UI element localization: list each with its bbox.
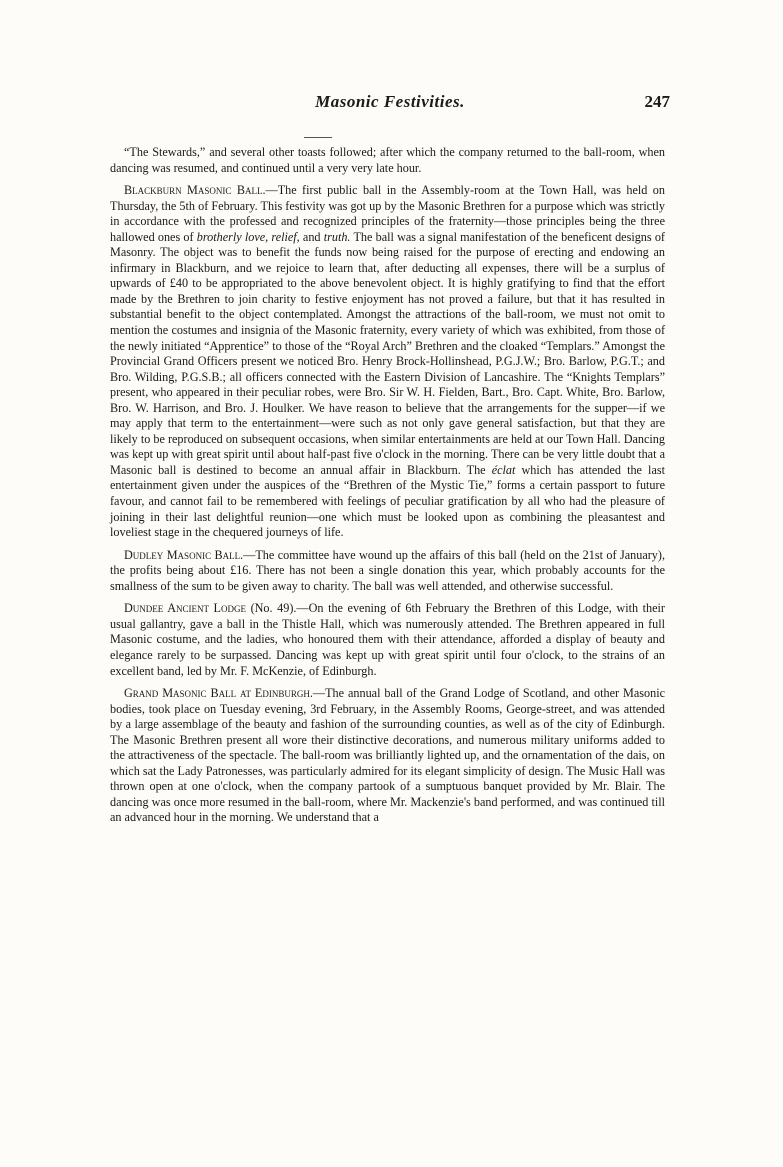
running-head (110, 92, 670, 118)
italic-text: truth. (323, 229, 351, 244)
paragraph (110, 183, 665, 541)
article-text (110, 145, 665, 833)
body-text: —The annual ball of the Grand Lodge of Scotland, and other Masonic bodies, took place on Tuesday evening, 3rd February, in the Assembly Rooms, George-street, and was attended by a large assemblage of the beauty and fashion of the surrounding counties, as well as of the city of Edinburgh. The Masonic Brethren present all wore their distinctive decorations, and numerous military uniforms added to the attractiveness of the spectacle. The ball-room was brilliantly lighted up, and the ornamentation of the dais, on which sat the Lady Patronesses, was particularly admired for its elegant simplicity of design. The Music Hall was thrown open at one o'clock, when the company partook of a sumptuous banquet provided by Mr. Blair. The dancing was once more resumed in the ball-room, where Mr. Mackenzie's band performed, and was continued till an advanced hour in the morning. We understand that a (110, 686, 665, 825)
italic-text: éclat (491, 462, 516, 477)
body-text: —The committee have wound up the affairs of this ball (held on the 21st of January), the profits being about £16. There has not been a single donation this year, which probably accounts for the smallness of the sum to be given away to charity. The ball was well attended, and otherwise successful. (110, 547, 665, 593)
paragraph (110, 601, 665, 679)
body-text: —The first public ball in the Assembly-room at the Town Hall, was held on Thursday, the 5th of February. This festivity was got up by the Masonic Brethren for a purpose which was strictly in accordance with the professed and recognized principles of the fraternity—those principles being the three hallowed ones of (110, 183, 665, 244)
header-rule (304, 137, 332, 138)
body-text: (No. 49).—On the evening of 6th February the Brethren of this Lodge, with their usual gallantry, gave a ball in the Thistle Hall, which was numerously attended. The Brethren appeared in full Masonic costume, and the ladies, who honoured them with their attendance, afforded a display of beauty and elegance rarely to be surpassed. Dancing was kept up with great spirit until four o'clock, to the strains of an excellent band, led by Mr. F. McKenzie, of Edinburgh. (110, 601, 665, 678)
paragraph-heading: Dudley Masonic Ball. (124, 547, 244, 562)
body-text: The ball was a signal manifestation of the beneficent designs of Masonry. The object was to benefit the funds now being raised for the purpose of erecting and endowing an infirmary in Blackburn, and we rejoice to learn that, after deducting all expenses, there will be a surplus of upwards of £40 to be appropriated to the above benevolent object. It is highly gratifying to find that the effort made by the Brethren to join charity to festive enjoyment has not proved a failure, but that it has resulted in substantial benefit to the object contemplated. Amongst the attractions of the ball-room, we must not omit to mention the costumes and insignia of the Masonic fraternity, every variety of which was exhibited, from those of the newly initiated “Apprentice” to those of the “Royal Arch” Brethren and the cloaked “Templars.” Amongst the Provincial Grand Officers present we noticed Bro. Henry Brock-Hollinshead, P.G.J.W.; Bro. Barlow, P.G.T.; and Bro. Wilding, P.G.S.B.; all officers connected with the Eastern Division of Lancashire. The “Knights Templars” present, who appeared in their peculiar robes, were Bro. Sir W. H. Fielden, Bart., Bro. Capt. White, Bro. Barlow, Bro. W. Harrison, and Bro. J. Houlker. We have reason to believe that the arrangements for the supper—if we may apply that term to the entertainment—were such as not only gave general satisfaction, but that they are likely to be reproduced on subsequent occasions, when similar entertainments are held at our Town Hall. Dancing was kept up with great spirit until about half-past five o'clock in the morning. There can be very little doubt that a Masonic ball is destined to become an annual affair in Blackburn. The (110, 229, 665, 477)
paragraph-heading: Grand Masonic Ball at Edinburgh. (124, 686, 313, 701)
page-number: 247 (644, 92, 670, 111)
running-title: Masonic Festivities. (315, 92, 465, 111)
body-text: which has attended the last entertainment given under the auspices of the “Brethren of the Mystic Tie,” forms a certain passport to future favour, and cannot fail to be remembered with feelings of peculiar gratification by all who had the pleasure of joining in their last delightful reunion—one which must be looked upon as combining the pleasantest and loveliest stage in the chequered journeys of life. (110, 462, 665, 540)
paragraph (110, 686, 665, 826)
italic-text: brotherly love, relief, (196, 229, 300, 244)
paragraph-heading: Blackburn Masonic Ball. (124, 183, 266, 198)
paragraph (110, 145, 665, 176)
paragraph (110, 548, 665, 595)
paragraph-heading: Dundee Ancient Lodge (124, 601, 246, 616)
body-text: and (299, 229, 324, 244)
body-text: “The Stewards,” and several other toasts followed; after which the company returned to the ball-room, when dancing was resumed, and continued until a very very late hour. (110, 145, 665, 175)
